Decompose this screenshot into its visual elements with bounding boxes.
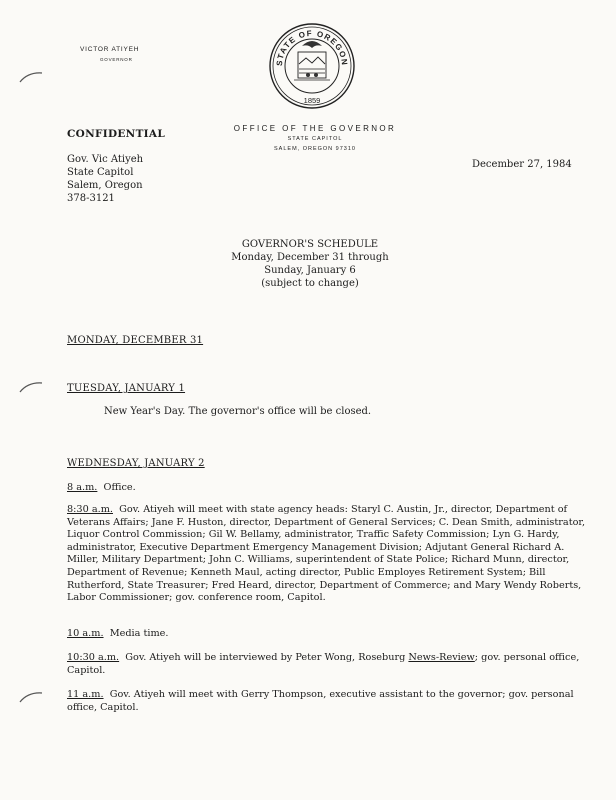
entry-text: Media time. [109,628,169,639]
schedule-heading: GOVERNOR'S SCHEDULE [241,239,379,250]
schedule-title [160,238,460,290]
entry-time: 10:30 a.m. [67,652,120,663]
entry-time: 10 a.m. [67,628,104,639]
confidential-label: CONFIDENTIAL [67,128,166,140]
publication-name: News-Review [408,652,475,663]
sender-address [67,153,143,205]
day-heading-tuesday: TUESDAY, JANUARY 1 [67,383,186,394]
schedule-range-end: Sunday, January 6 [264,265,356,276]
punch-hole-mark [18,70,44,84]
schedule-entry [67,689,597,714]
entry-text: Office. [103,482,136,493]
tuesday-note: New Year's Day. The governor's office will be closed. [104,406,372,417]
city-line: SALEM, OREGON 97310 [274,146,356,152]
office-heading: OFFICE OF THE GOVERNOR [233,124,397,133]
schedule-entry [67,628,597,641]
address-line: 378-3121 [67,193,115,204]
schedule-entry [67,504,597,605]
address-line: Gov. Vic Atiyeh [67,154,144,165]
entry-text: ; gov. personal office, Capitol. [67,652,580,676]
schedule-note: (subject to change) [261,278,359,289]
day-heading-monday: MONDAY, DECEMBER 31 [67,335,204,346]
entry-text: Gov. Atiyeh will meet with state agency heads: Staryl C. Austin, Jr., director, Department of Veterans Affairs; Jane F. Huston, director, Department of General Services; C. Dean Smith, administrator, Liquor Control Commission; Gil W. Bellamy, administrator, Traffic Safety Commission; Lyn G. Hardy, administrator, Executive Department Emergency Management Division; Adjutant General Richard A. Miller, Military Department; John C. Williams, superintendent of State Police; Richard Munn, director, Department of Revenue; Kenneth Maul, acting director, Public Employes Retirement System; Bill Rutherford, State Treasurer; Fred Heard, director, Department of Commerce; and Mary Wendy Roberts, Labor Commissioner; gov. conference room, Capitol. [67,504,586,604]
entry-time: 8:30 a.m. [67,504,113,515]
governor-name: VICTOR ATIYEH [80,46,140,53]
entry-text: Gov. Atiyeh will be interviewed by Peter Wong, Roseburg [125,652,406,663]
punch-hole-mark [18,690,44,704]
address-line: State Capitol [67,167,134,178]
governor-title: GOVERNOR [100,57,133,62]
capitol-line: STATE CAPITOL [287,136,343,142]
day-heading-wednesday: WEDNESDAY, JANUARY 2 [67,458,205,469]
punch-hole-mark [18,380,44,394]
entry-text: Gov. Atiyeh will meet with Gerry Thompson, executive assistant to the governor; gov. personal office, Capitol. [67,689,574,713]
seal-arc-text: STATE OF OREGON [274,28,350,67]
entry-time: 11 a.m. [67,689,104,700]
address-line: Salem, Oregon [67,180,143,191]
schedule-entry [67,482,597,495]
schedule-range-start: Monday, December 31 through [231,252,389,263]
state-seal [268,22,356,110]
seal-year: 1859 [303,96,321,105]
entry-time: 8 a.m. [67,482,98,493]
schedule-entry [67,652,597,677]
letter-date: December 27, 1984 [472,159,572,170]
